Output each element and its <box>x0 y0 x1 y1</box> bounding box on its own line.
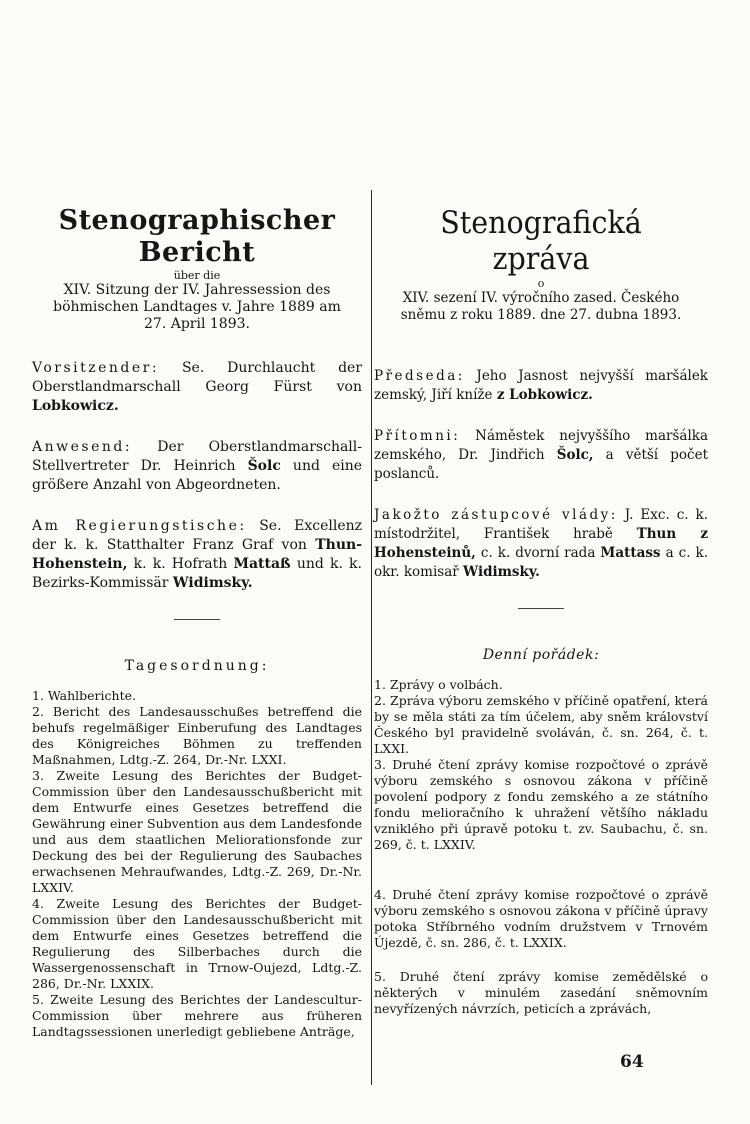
german-present-text-1: Der Oberstlandmarschall-Stellvertreter Dr. Heinrich <box>32 439 362 474</box>
czech-chair-label: Předseda: <box>374 368 465 384</box>
german-agenda-heading: Tagesordnung: <box>124 658 270 674</box>
german-column <box>32 195 362 1040</box>
german-agenda-item-1: 1. Wahlberichte. <box>32 688 136 703</box>
czech-government-paragraph <box>374 506 708 582</box>
german-present-paragraph <box>32 438 362 495</box>
german-chair-name: Lobkowicz. <box>32 398 119 414</box>
czech-government-name-1: Thun z Hohensteinů, <box>374 526 708 561</box>
czech-government-text-3: a c. k. okr. komisař <box>374 545 708 580</box>
german-chair-label: Vorsitzender: <box>32 360 160 376</box>
german-agenda-item-2: 2. Bericht des Landesausschußes betreffend die behufs regelmäßiger Einberufung des Landtages des Königreiches Böhmen zu treffenden Maßnahmen, Ldtg.-Z. 264, Dr.-Nr. LXXI. <box>32 704 362 767</box>
german-agenda-item-5: 5. Zweite Lesung des Berichtes der Landescultur-Commission über mehrere aus früheren Landtagssessionen unerledigt gebliebene Anträge, <box>32 992 362 1039</box>
page-number: 64 <box>620 1052 644 1072</box>
column-divider <box>371 190 372 1085</box>
czech-government-text-2: c. k. dvorní rada <box>480 545 596 561</box>
german-agenda-item-4: 4. Zweite Lesung des Berichtes der Budget-Commission über den Landesausschußbericht mit dem Entwurfe eines Gesetzes betreffend die Regulierung des Silberbaches durch die Wassergenossenschaft in Trnow-Oujezd, Ldtg.-Z. 286, Dr.-Nr. LXXIX. <box>32 896 362 991</box>
german-government-text-3: und k. k. Bezirks-Kommissär <box>32 556 362 591</box>
german-subtitle: über die <box>173 269 221 282</box>
german-government-text-1: Se. Excellenz der k. k. Statthalter Franz Graf von <box>32 518 363 553</box>
czech-title: Stenografická zpráva <box>440 205 642 277</box>
czech-chair-paragraph <box>374 367 708 405</box>
german-chair-text: Se. Durchlaucht der Oberstlandmarschall Georg Fürst von <box>32 360 363 395</box>
czech-government-text-1: J. Exc. c. k. místodržitel, František hrabě <box>374 507 708 542</box>
german-government-label: Am Regierungstische: <box>32 518 247 534</box>
czech-present-text-1: Náměstek nejvyššího maršálka zemského, Dr. Jindřich <box>374 428 709 463</box>
czech-government-name-2: Mattass <box>600 545 661 561</box>
german-present-name: Šolc <box>247 458 281 474</box>
czech-present-name: Šolc, <box>556 447 594 463</box>
czech-agenda-item-4: 4. Druhé čtení zprávy komise rozpočtové o zprávě výboru zemského s osnovou zákona v příčině úpravy potoka Stříbrného vodním družstvem v Trnovém Újezdě, č. sn. 286, č. t. LXXIX. <box>374 887 708 950</box>
czech-government-name-3: Widimsky. <box>463 564 540 580</box>
german-government-paragraph <box>32 517 362 593</box>
german-present-label: Anwesend: <box>32 439 133 455</box>
czech-present-paragraph <box>374 427 708 484</box>
czech-government-label: Jakožto zástupcové vlády: <box>374 507 618 523</box>
german-government-name-1: Thun-Hohenstein, <box>32 537 363 572</box>
czech-agenda-item-1: 1. Zprávy o volbách. <box>374 677 503 692</box>
german-agenda-item-3: 3. Zweite Lesung des Berichtes der Budget-Commission über den Landesausschußbericht mit dem Entwurfe eines Gesetzes betreffend die Gewährung einer Subvention aus dem Landesfonde und aus dem staatlichen Meliorationsfonde zur Deckung des bei der Regulierung des Saubaches erwachsenen Mehraufwandes, Ldtg.-Z. 269, Dr.-Nr. LXXIV. <box>32 768 362 895</box>
german-chair-paragraph <box>32 359 362 416</box>
german-government-text-2: k. k. Hofrath <box>133 556 228 572</box>
czech-agenda-item-2: 2. Zpráva výboru zemského v příčině opatření, která by se měla státi za tím účelem, aby sněm království Českého byl pravidelně svoláván, č. sn. 264, č. t. LXXI. <box>374 693 708 756</box>
german-government-name-2: Mattaß <box>233 556 291 572</box>
german-session-line-1: XIV. Sitzung der IV. Jahressession des <box>63 282 331 298</box>
czech-column <box>374 195 708 1017</box>
czech-chair-name: z Lobkowicz. <box>496 387 593 403</box>
german-session-line-3: 27. April 1893. <box>144 316 250 332</box>
czech-session-line-2: sněmu z roku 1889. dne 27. dubna 1893. <box>400 307 682 323</box>
czech-chair-text: Jeho Jasnost nejvyšší maršálek zemský, Jiří kníže <box>374 368 708 403</box>
czech-agenda-item-3: 3. Druhé čtení zprávy komise rozpočtové o zprávě výboru zemského s osnovou zákona v příčině povolení podpory z fondu zemského a ze státního fondu melioračního k uhražení většího nákladu vzniklého při úpravě potoku t. zv. Saubachu, č. sn. 269, č. t. LXXIV. <box>374 757 708 852</box>
czech-present-label: Přítomni: <box>374 428 461 444</box>
german-government-name-3: Widimsky. <box>172 575 253 591</box>
czech-agenda-heading: Denní pořádek: <box>482 647 600 663</box>
czech-present-text-2: a větší počet poslanců. <box>374 447 709 482</box>
czech-session-line-1: XIV. sezení IV. výročního zased. Českého <box>402 290 680 306</box>
german-title: Stenographischer Bericht <box>58 205 336 268</box>
czech-agenda-item-5: 5. Druhé čtení zprávy komise zemědělské o některých v minulém zasedání sněmovním nevyřízených návrzích, peticích a zprávách, <box>374 969 708 1016</box>
german-session-line-2: böhmischen Landtages v. Jahre 1889 am <box>53 299 341 315</box>
german-present-text-2: und eine größere Anzahl von Abgeordneten. <box>32 458 363 493</box>
czech-subtitle: o <box>537 277 545 290</box>
